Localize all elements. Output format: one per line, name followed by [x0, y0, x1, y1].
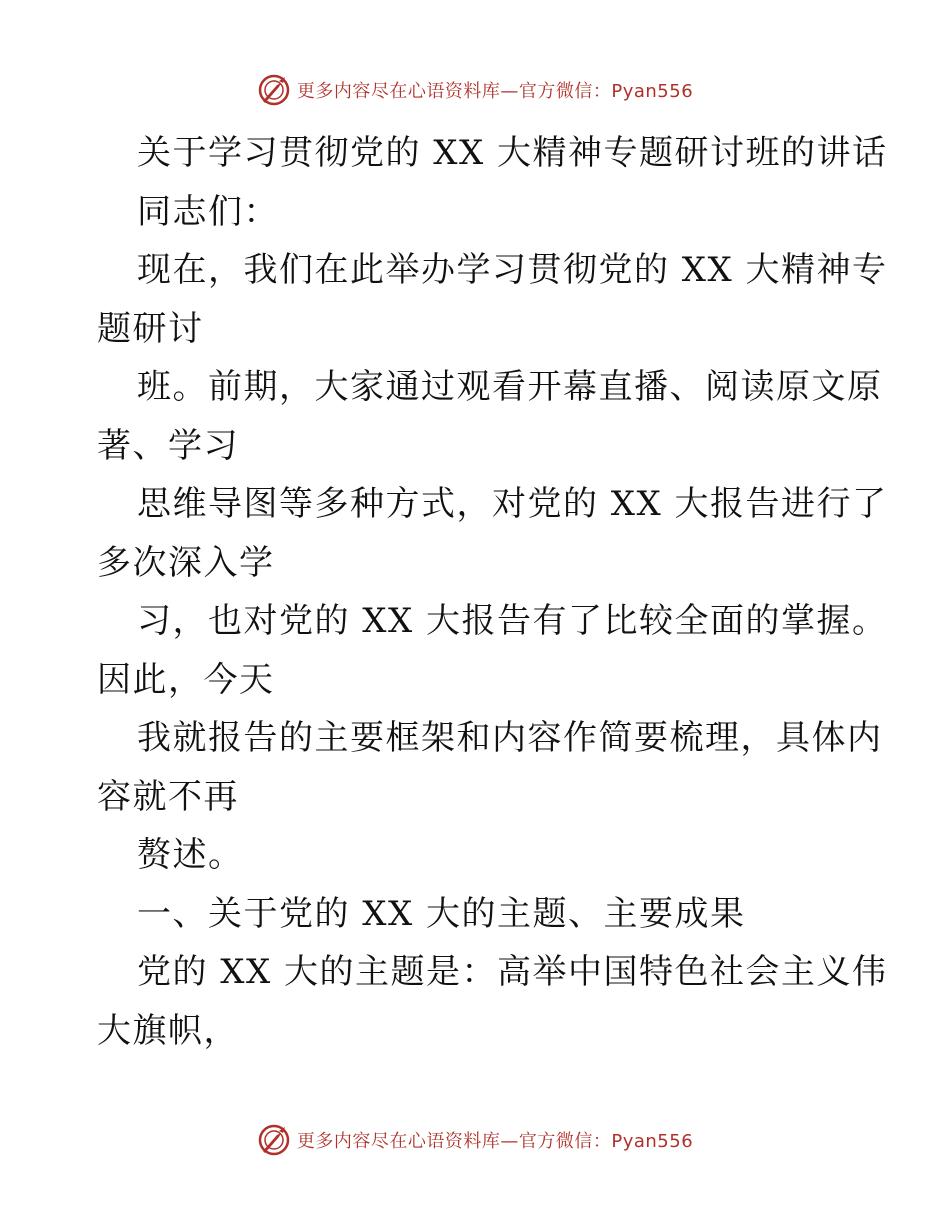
header-banner-text: 更多内容尽在心语资料库—官方微信：Pyan556	[296, 81, 694, 102]
document-body	[97, 124, 888, 1060]
paragraph-line: 班。前期，大家通过观看开幕直播、阅读原文原	[137, 367, 883, 407]
paragraph-line: 习，也对党的 XX 大报告有了比较全面的掌握。	[137, 601, 888, 641]
paragraph-line: 大旗帜，	[97, 1010, 239, 1051]
pen-logo-icon	[257, 73, 291, 107]
paragraph-line: 因此，今天	[97, 659, 275, 700]
document-title: 关于学习贯彻党的 XX 大精神专题研讨班的讲话	[137, 133, 888, 173]
paragraph-line: 党的 XX 大的主题是：高举中国特色社会主义伟	[137, 952, 888, 992]
pen-logo-icon	[257, 1123, 291, 1157]
paragraph-line: 现在，我们在此举办学习贯彻党的 XX 大精神专	[137, 250, 888, 290]
paragraph-line: 思维导图等多种方式，对党的 XX 大报告进行了	[137, 484, 888, 524]
paragraph-line: 著、学习	[97, 425, 239, 466]
footer-banner-text: 更多内容尽在心语资料库—官方微信：Pyan556	[296, 1131, 694, 1152]
salutation: 同志们：	[137, 191, 279, 232]
header-banner	[0, 70, 950, 110]
paragraph-line: 题研讨	[97, 308, 204, 349]
paragraph-line: 赘述。	[137, 835, 244, 875]
paragraph-line: 多次深入学	[97, 542, 275, 583]
section-heading: 一、关于党的 XX 大的主题、主要成果	[137, 893, 746, 934]
paragraph-line: 容就不再	[97, 776, 239, 817]
footer-banner	[0, 1120, 950, 1160]
paragraph-line: 我就报告的主要框架和内容作简要梳理，具体内	[137, 718, 883, 758]
